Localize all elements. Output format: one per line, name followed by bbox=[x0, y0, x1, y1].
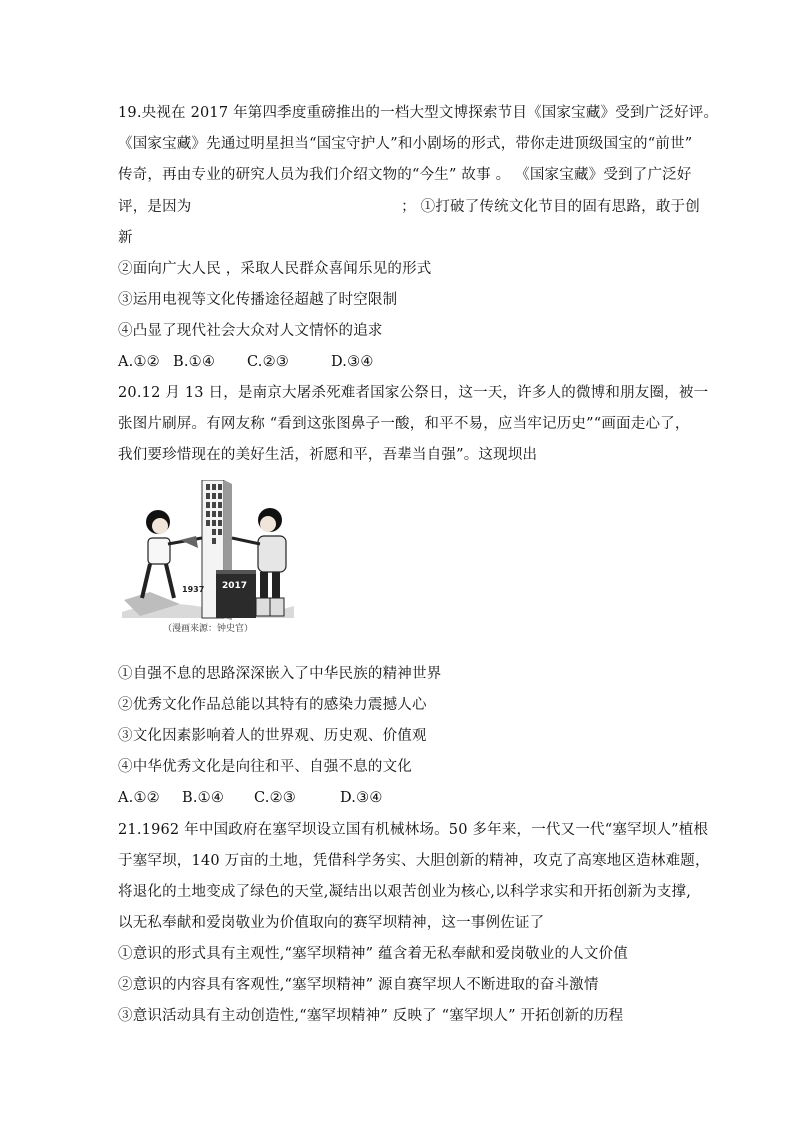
q21-line-1: 21.1962 年中国政府在塞罕坝设立国有机械林场。50 多年来，一代又一代“塞罕坝人”植根 bbox=[118, 822, 709, 838]
q19-line-5: 新 bbox=[118, 230, 133, 246]
q19-choice-b: B.①④ bbox=[173, 354, 216, 370]
q19-line-3: 传奇，再由专业的研究人员为我们介绍文物的“今生” 故事 。 《国家宝藏》受到了广泛好 bbox=[118, 167, 692, 183]
q20-line-1: 20.12 月 13 日，是南京大屠杀死难者国家公祭日，这一天，许多人的微博和朋友圈，被一 bbox=[118, 385, 709, 401]
q19-line-4-start: 评，是因为 bbox=[118, 199, 192, 215]
q20-choice-a: A.①② bbox=[118, 790, 160, 806]
q20-option-3: ③文化因素影响着人的世界观、历史观、价值观 bbox=[118, 728, 427, 744]
q19-line-1: 19.央视在 2017 年第四季度重磅推出的一档大型文博探索节目《国家宝藏》受到广泛好评。 bbox=[118, 105, 719, 121]
q20-choices bbox=[118, 788, 383, 808]
q19-line-4 bbox=[118, 197, 700, 217]
q21-option-2: ②意识的内容具有客观性,“塞罕坝精神” 源自赛罕坝人不断进取的奋斗激情 bbox=[118, 977, 599, 993]
year-1937-label: 1937 bbox=[182, 585, 205, 594]
q20-line-3: 我们要珍惜现在的美好生活，祈愿和平，吾辈当自强”。这现坝出 bbox=[118, 447, 538, 463]
q21-option-1: ①意识的形式具有主观性,“塞罕坝精神” 蕴含着无私奉献和爱岗敬业的人文价值 bbox=[118, 946, 628, 962]
cartoon-caption: （漫画来源：钟史官） bbox=[162, 624, 254, 634]
q19-option-4: ④凸显了现代社会大众对人文情怀的追求 bbox=[118, 323, 383, 339]
q20-choice-d: D.③④ bbox=[340, 790, 383, 806]
q19-choice-c: C.②③ bbox=[247, 354, 289, 370]
q19-choices bbox=[118, 352, 374, 372]
q19-choice-a: A.①② bbox=[118, 354, 160, 370]
q20-option-1: ①自强不息的思路深深嵌入了中华民族的精神世界 bbox=[118, 666, 442, 682]
q21-option-3: ③意识活动具有主动创造性,“塞罕坝精神” 反映了 “塞罕坝人” 开拓创新的历程 bbox=[118, 1008, 624, 1024]
q20-choice-b: B.①④ bbox=[182, 790, 225, 806]
q20-option-4: ④中华优秀文化是向往和平、自强不息的文化 bbox=[118, 759, 412, 775]
q19-option-2: ②面向广大人民 ，采取人民群众喜闻乐见的形式 bbox=[118, 261, 432, 277]
q20-choice-c: C.②③ bbox=[254, 790, 296, 806]
q19-line-2: 《国家宝藏》先通过明星担当“国宝守护人”和小剧场的形式，带你走进顶级国宝的“前世” bbox=[118, 136, 693, 152]
q19-choice-d: D.③④ bbox=[331, 354, 374, 370]
q20-line-2: 张图片刷屏。有网友称 “看到这张图鼻子一酸，和平不易，应当牢记历史”“画面走心了， bbox=[118, 416, 690, 432]
q21-line-2: 于塞罕坝，140 万亩的土地，凭借科学务实、大胆创新的精神，攻克了高寒地区造林难题， bbox=[118, 853, 710, 869]
cartoon-image bbox=[120, 480, 296, 634]
q21-line-3: 将退化的土地变成了绿色的天堂,凝结出以艰苦创业为核心,以科学求实和开拓创新为支撑, bbox=[118, 884, 692, 900]
q20-option-2: ②优秀文化作品总能以其特有的感染力震撼人心 bbox=[118, 697, 427, 713]
year-2017-label: 2017 bbox=[222, 581, 248, 591]
q21-line-4: 以无私奉献和爱岗敬业为价值取向的赛罕坝精神，这一事例佐证了 bbox=[118, 915, 545, 931]
q19-option-3: ③运用电视等文化传播途径超越了时空限制 bbox=[118, 292, 398, 308]
q19-line-4-end: ； ①打破了传统文化节目的固有思路，敢于创 bbox=[401, 199, 700, 215]
